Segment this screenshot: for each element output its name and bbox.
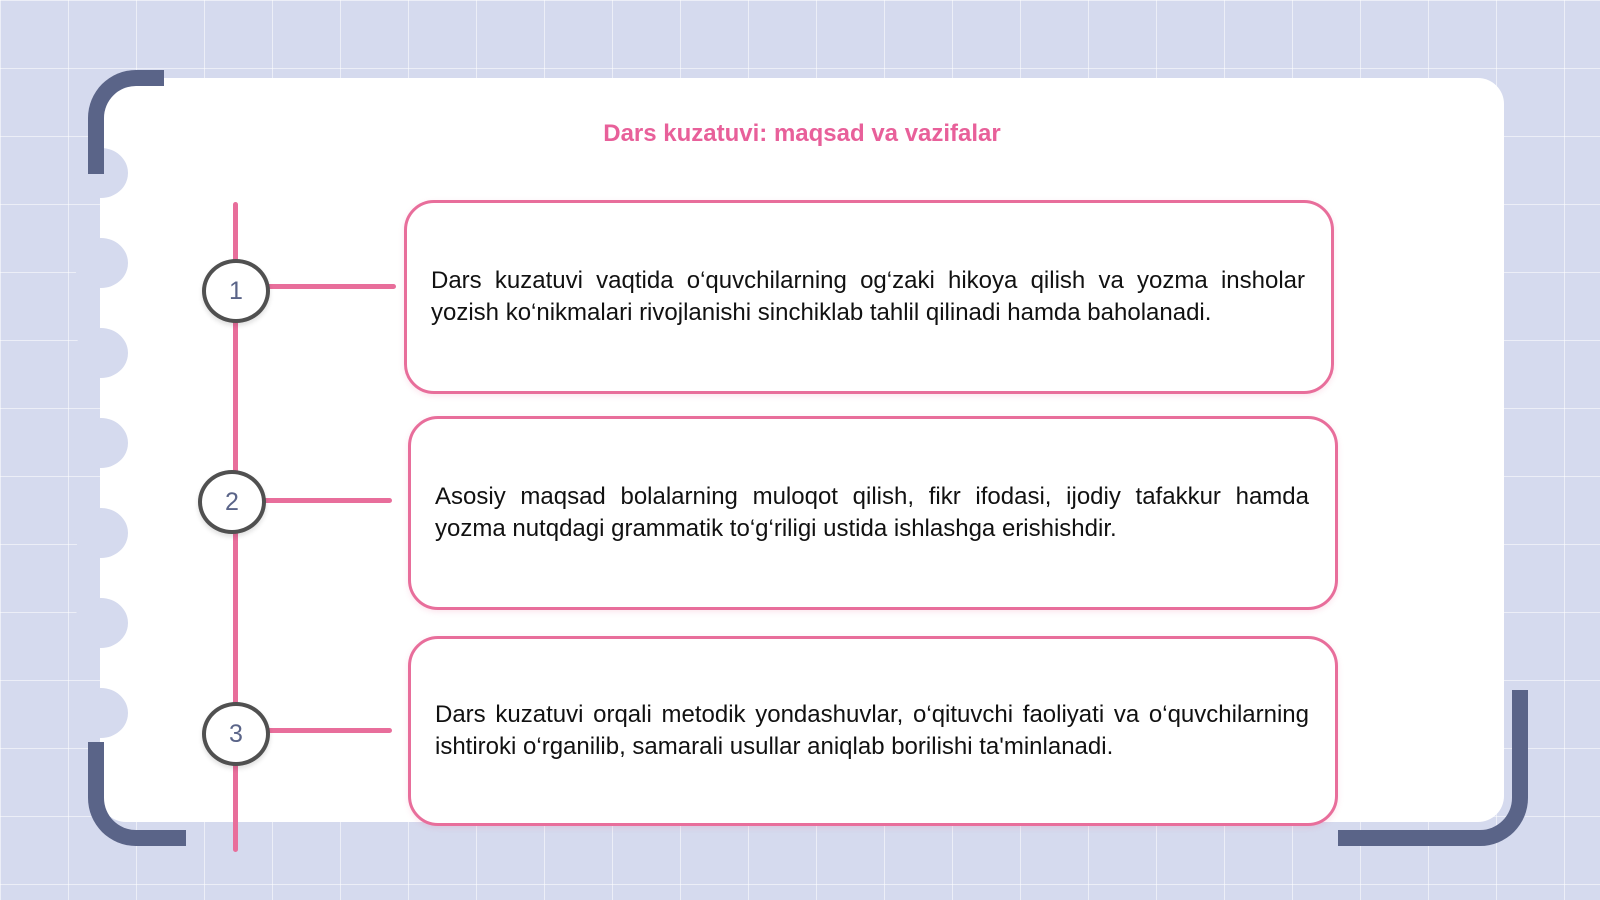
frame-corner-bottom-right <box>1338 690 1528 846</box>
step-2-number: 2 <box>198 470 266 534</box>
step-2-box <box>408 416 1338 610</box>
step-1-connector <box>266 284 396 289</box>
notebook-notch <box>74 598 128 648</box>
step-3-connector <box>266 728 392 733</box>
step-2-text: Asosiy maqsad bolalarning muloqot qilish, fikr ifodasi, ijodiy tafakkur hamda yozma nutqdagi grammatik to‘g‘riligi ustida ishlashga erishishdir. <box>435 483 1309 542</box>
notebook-notch <box>74 688 128 738</box>
step-1-text: Dars kuzatuvi vaqtida o‘quvchilarning og‘zaki hikoya qilish va yozma insholar yozish ko‘nikmalari rivojlanishi sinchiklab tahlil qilinadi hamda baholanadi. <box>431 267 1305 326</box>
step-2-connector <box>262 498 392 503</box>
notebook-notch <box>74 238 128 288</box>
slide-title: Dars kuzatuvi: maqsad va vazifalar <box>603 120 1001 147</box>
step-1-box <box>404 200 1334 394</box>
notebook-notch <box>74 328 128 378</box>
step-3-number: 3 <box>202 702 270 766</box>
frame-corner-bottom-left <box>88 742 186 846</box>
notebook-notch <box>74 508 128 558</box>
notebook-notch <box>74 418 128 468</box>
step-1-number: 1 <box>202 259 270 323</box>
step-3-text: Dars kuzatuvi orqali metodik yondashuvlar, o‘qituvchi faoliyati va o‘quvchilarning ishtiroki o‘rganilib, samarali usullar aniqlab borilishi ta'minlanadi. <box>435 701 1309 760</box>
step-3-box <box>408 636 1338 826</box>
